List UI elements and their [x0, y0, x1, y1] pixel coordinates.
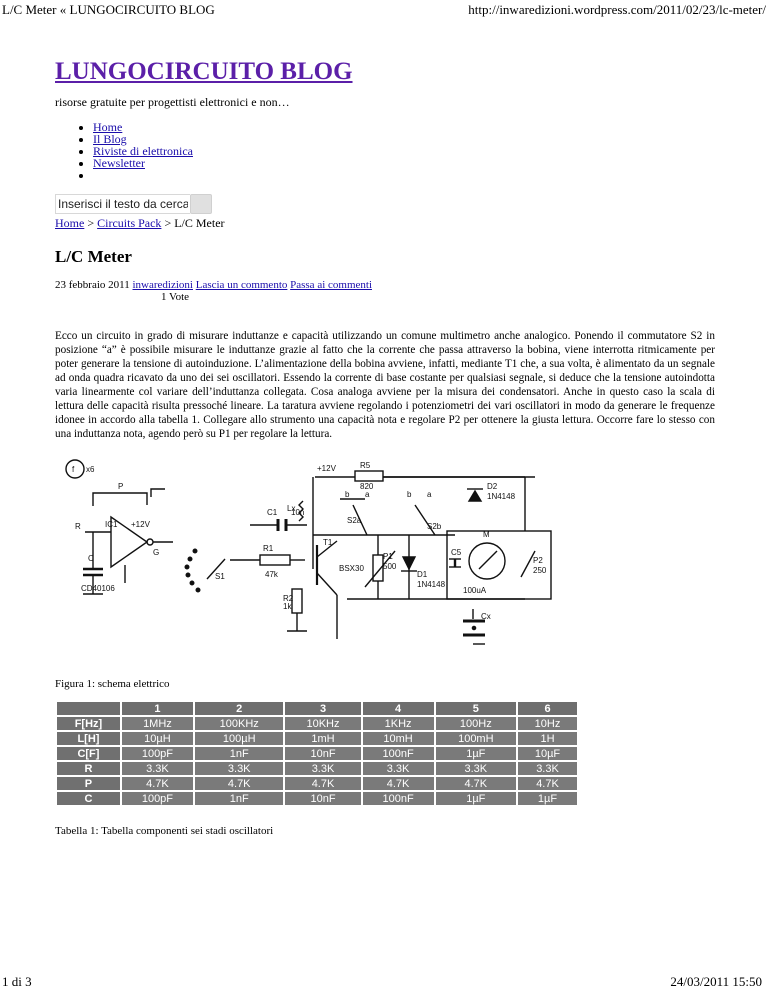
- schematic-label-p1-value: 500: [383, 562, 397, 571]
- nav-item-newsletter: [93, 157, 715, 169]
- table-cell: 10nF: [284, 746, 361, 761]
- table-cell: 10µH: [121, 731, 194, 746]
- schematic-label-r1: R1: [263, 544, 274, 553]
- nav-link-newsletter[interactable]: Newsletter: [93, 156, 145, 170]
- nav-item-riviste: [93, 145, 715, 157]
- search-button[interactable]: [190, 194, 212, 214]
- schematic-label-p2-value: 250: [533, 566, 547, 575]
- search-input[interactable]: [55, 194, 190, 214]
- table-row: [56, 761, 578, 776]
- table-cell: 1µF: [435, 791, 517, 806]
- table-row-label: P: [56, 776, 121, 791]
- table-cell: 10KHz: [284, 716, 361, 731]
- post-author-link[interactable]: inwaredizioni: [132, 279, 193, 291]
- post-body: Ecco un circuito in grado di misurare induttanze e capacità utilizzando un comune multimetro anche analogico. Ponendo il commutatore S2 in posizione “a” è possibile misurare le induttanze grazie al fatto che la corrente che passa attraverso la bobina, viene interrotta ritmicamente per poter generare la tensione di autoinduzione. L’alimentazione della bobina avviene, infatti, mediante T1 che, a sua volta, è alimentato da un segnale ad onda quadra ricavato da uno dei sei oscillatori. Essendo la corrente di base costante per qualsiasi segnale, si deduce che la tensione autoindotta varia linearmente col variare dell’induttanza collegata. Cosa analoga avviene per la misura dei condensatori. Anche in questo caso la scala di lettura delle capacità risulta pressoché lineare. La taratura avviene regolando i potenziometri dei vari oscillatori in modo da generare le frequenze idonee in accordo alla tabella 1. Collegare allo strumento una capacità nota e regolare P2 per ottenere la giusta lettura. Occorre fare lo stesso con una induttanza nota, agendo però su P1 per regolare la lettura.: [55, 330, 715, 440]
- resistor-r1-symbol: [260, 555, 290, 565]
- table-cell: 4.7K: [121, 776, 194, 791]
- schematic-label-c1: C1: [267, 508, 278, 517]
- table-row-label: C: [56, 791, 121, 806]
- schematic-label-d2: D2: [487, 482, 498, 491]
- table-row: [56, 776, 578, 791]
- search-form: [55, 194, 715, 214]
- table-row-label: F[Hz]: [56, 716, 121, 731]
- main-nav: [55, 121, 715, 181]
- goto-comments-link[interactable]: Passa ai commenti: [290, 279, 372, 291]
- nav-link-blog[interactable]: Il Blog: [93, 132, 127, 146]
- schematic-label-s2a: S2a: [347, 516, 362, 525]
- table-row: [56, 716, 578, 731]
- table-header-row: [56, 701, 578, 716]
- site-title: [55, 58, 715, 86]
- component-table-image: [55, 700, 579, 807]
- table-cell: 1nF: [194, 791, 285, 806]
- table-cell: 3.3K: [121, 761, 194, 776]
- schematic-label-d2-part: 1N4148: [487, 492, 516, 501]
- table-cell: 1MHz: [121, 716, 194, 731]
- schematic-label-b2: b: [407, 490, 412, 499]
- table-row-label: L[H]: [56, 731, 121, 746]
- table-cell: 10Hz: [517, 716, 578, 731]
- table-row: [56, 746, 578, 761]
- resistor-r5-symbol: [355, 471, 383, 481]
- schematic-label-p2: P2: [533, 556, 543, 565]
- nav-link-home[interactable]: Home: [93, 120, 123, 134]
- schematic-label-s1: S1: [215, 572, 225, 581]
- table-cell: 10µF: [517, 746, 578, 761]
- schematic-label-t1: T1: [323, 538, 333, 547]
- print-page-number: 1 di 3: [2, 974, 32, 989]
- table-cell: 100mH: [435, 731, 517, 746]
- print-datetime: 24/03/2011 15:50: [670, 974, 762, 989]
- schematic-label-g: G: [153, 548, 160, 557]
- table-cell: 1µF: [517, 791, 578, 806]
- schematic-label-c1-value: 10n: [291, 508, 305, 517]
- schematic-label-d1: D1: [417, 570, 428, 579]
- table-header-cell: 3: [284, 701, 361, 716]
- schematic-label-ic-part: CD40106: [81, 584, 115, 593]
- table-cell: 3.3K: [435, 761, 517, 776]
- table-cell: 100pF: [121, 791, 194, 806]
- table-cell: 1H: [517, 731, 578, 746]
- breadcrumb-category[interactable]: Circuits Pack: [97, 216, 162, 230]
- schematic-label-s2b: S2b: [427, 522, 442, 531]
- table-cell: 10nF: [284, 791, 361, 806]
- schematic-label-t1-part: BSX30: [339, 564, 364, 573]
- print-footer: [0, 974, 768, 990]
- figure-caption: Figura 1: schema elettrico: [55, 678, 170, 690]
- schematic-label-x6: x6: [86, 465, 95, 474]
- site-title-link[interactable]: LUNGOCIRCUITO BLOG: [55, 58, 353, 85]
- table-header-cell: [56, 701, 121, 716]
- schematic-label-r2-value: 1k: [283, 602, 292, 611]
- breadcrumb-separator: >: [161, 216, 175, 230]
- table-cell: 4.7K: [284, 776, 361, 791]
- page-content: [55, 58, 715, 837]
- schematic-label-ic1: IC1: [105, 520, 118, 529]
- print-header: [0, 2, 768, 18]
- schematic-label-r5: R5: [360, 461, 371, 470]
- schematic-label-c: C: [88, 554, 94, 563]
- schematic-label-a1: a: [365, 490, 370, 499]
- circuit-schematic-diagram: [55, 459, 555, 659]
- table-cell: 1mH: [284, 731, 361, 746]
- table-cell: 4.7K: [517, 776, 578, 791]
- diode-d2-symbol: [469, 491, 481, 501]
- schematic-label-r1-value: 47k: [265, 570, 278, 579]
- nav-item-empty: [93, 169, 715, 181]
- schematic-label-lx: Lx: [287, 504, 296, 513]
- schematic-label-p1: P1: [383, 552, 393, 561]
- schematic-label-p: P: [118, 482, 124, 491]
- schematic-label-a2: a: [427, 490, 432, 499]
- table-row-label: C[F]: [56, 746, 121, 761]
- schematic-label-c5: C5: [451, 548, 462, 557]
- table-cell: 100pF: [121, 746, 194, 761]
- table-row-label: R: [56, 761, 121, 776]
- schematic-label-m: M: [483, 530, 490, 539]
- table-header-cell: 2: [194, 701, 285, 716]
- schematic-figure: [55, 459, 715, 664]
- table-cell: 4.7K: [435, 776, 517, 791]
- table-cell: 4.7K: [362, 776, 435, 791]
- schematic-label-r: R: [75, 522, 81, 531]
- site-tagline: risorse gratuite per progettisti elettronici e non…: [55, 95, 290, 109]
- table-header-cell: 6: [517, 701, 578, 716]
- table-cell: 1µF: [435, 746, 517, 761]
- table-header-cell: 4: [362, 701, 435, 716]
- schematic-label-b1: b: [345, 490, 350, 499]
- post-votes: 1 Vote: [161, 291, 190, 303]
- schematic-label-f: f: [72, 465, 75, 474]
- table-header-cell: 1: [121, 701, 194, 716]
- table-cell: 100µH: [194, 731, 285, 746]
- schematic-label-r5-value: 820: [360, 482, 374, 491]
- leave-comment-link[interactable]: Lascia un commento: [195, 279, 288, 291]
- function-circle-icon: [66, 460, 84, 478]
- table-cell: 100nF: [362, 791, 435, 806]
- schematic-label-ic-supply: +12V: [131, 520, 150, 529]
- schematic-label-r2: R2: [283, 594, 294, 603]
- schematic-label-supply: +12V: [317, 464, 336, 473]
- table-cell: 4.7K: [194, 776, 285, 791]
- breadcrumb-separator: >: [84, 216, 98, 230]
- schematic-label-d1-part: 1N4148: [417, 580, 446, 589]
- breadcrumb: [55, 216, 715, 231]
- table-cell: 3.3K: [517, 761, 578, 776]
- table-cell: 100KHz: [194, 716, 285, 731]
- table-cell: 1KHz: [362, 716, 435, 731]
- component-table: [55, 700, 579, 807]
- print-page-title: L/C Meter « LUNGOCIRCUITO BLOG: [2, 2, 215, 17]
- post-date: 23 febbraio 2011: [55, 279, 130, 291]
- table-row: [56, 731, 578, 746]
- breadcrumb-current: L/C Meter: [174, 216, 225, 230]
- table-caption: Tabella 1: Tabella componenti sei stadi oscillatori: [55, 825, 274, 837]
- table-header-cell: 5: [435, 701, 517, 716]
- post-title: L/C Meter: [55, 247, 132, 266]
- schematic-label-meter-value: 100uA: [463, 586, 487, 595]
- breadcrumb-home[interactable]: Home: [55, 216, 85, 230]
- table-cell: 100Hz: [435, 716, 517, 731]
- post-meta: [55, 279, 715, 291]
- table-cell: 100nF: [362, 746, 435, 761]
- nav-link-riviste[interactable]: Riviste di elettronica: [93, 144, 193, 158]
- table-cell: 3.3K: [194, 761, 285, 776]
- schematic-label-cx: Cx: [481, 612, 491, 621]
- table-cell: 3.3K: [362, 761, 435, 776]
- resistor-r2-symbol: [292, 589, 302, 613]
- table-cell: 10mH: [362, 731, 435, 746]
- print-page-url: http://inwaredizioni.wordpress.com/2011/02/23/lc-meter/: [468, 2, 766, 17]
- nav-item-home: [93, 121, 715, 133]
- table-cell: 1nF: [194, 746, 285, 761]
- table-row: [56, 791, 578, 806]
- table-cell: 3.3K: [284, 761, 361, 776]
